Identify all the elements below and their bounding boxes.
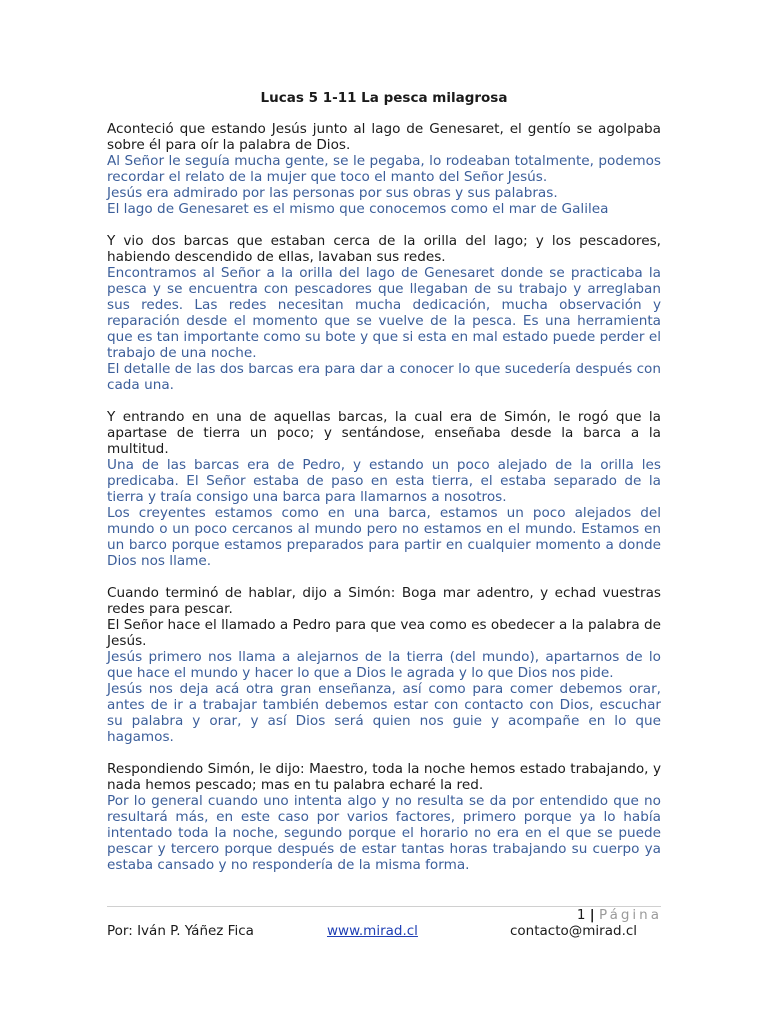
verse-text: Aconteció que estando Jesús junto al lago de Genesaret, el gentío se agolpaba sobre él para oír la palabra de Dios. bbox=[107, 121, 661, 153]
page-number: 1 bbox=[576, 907, 586, 923]
comment-text: Jesús nos deja acá otra gran enseñanza, así como para comer debemos orar, antes de ir a trabajar también debemos estar con contacto con Dios, escuchar su palabra y orar, y así Dios será quien nos guie y acompañe en lo que hagamos. bbox=[107, 681, 661, 745]
section-1 bbox=[107, 121, 661, 217]
section-2 bbox=[107, 233, 661, 393]
verse-text: Cuando terminó de hablar, dijo a Simón: Boga mar adentro, y echad vuestras redes para pescar. bbox=[107, 585, 661, 617]
comment-text: Jesús era admirado por las personas por sus obras y sus palabras. bbox=[107, 185, 558, 201]
comment-text: El detalle de las dos barcas era para dar a conocer lo que sucedería después con cada una. bbox=[107, 361, 661, 393]
document-title: Lucas 5 1-11 La pesca milagrosa bbox=[260, 90, 508, 106]
comment-text: Una de las barcas era de Pedro, y estando un poco alejado de la orilla les predicaba. El Señor estaba de paso en esta tierra, el estaba separado de la tierra y traía consigo una barca para llamarnos a nosotros. bbox=[107, 457, 661, 505]
comment-text: Encontramos al Señor a la orilla del lago de Genesaret donde se practicaba la pesca y se encuentra con pescadores que llegaban de su trabajo y arreglaban sus redes. Las redes necesitan mucha dedicación, mucha observación y reparación desde el momento que se vuelve de la pesca. Es una herramienta que es tan importante como su bote y que si esta en mal estado puede perder el trabajo de una noche. bbox=[107, 265, 661, 361]
section-3 bbox=[107, 409, 661, 569]
page-word: Página bbox=[599, 907, 662, 923]
comment-text: El lago de Genesaret es el mismo que conocemos como el mar de Galilea bbox=[107, 201, 609, 217]
document-body bbox=[107, 121, 661, 889]
verse-text: Y vio dos barcas que estaban cerca de la orilla del lago; y los pescadores, habiendo descendido de ellas, lavaban sus redes. bbox=[107, 233, 661, 265]
website-link[interactable]: www.mirad.cl bbox=[327, 923, 418, 939]
verse-text: Respondiendo Simón, le dijo: Maestro, toda la noche hemos estado trabajando, y nada hemos pescado; mas en tu palabra echaré la red. bbox=[107, 761, 661, 793]
comment-text: Jesús primero nos llama a alejarnos de la tierra (del mundo), apartarnos de lo que hace el mundo y hacer lo que a Dios le agrada y lo que Dios nos pide. bbox=[107, 649, 661, 681]
verse-text: Y entrando en una de aquellas barcas, la cual era de Simón, le rogó que la apartase de tierra un poco; y sentándose, enseñaba desde la barca a la multitud. bbox=[107, 409, 661, 457]
section-5 bbox=[107, 761, 661, 873]
verse-text: El Señor hace el llamado a Pedro para que vea como es obedecer a la palabra de Jesús. bbox=[107, 617, 661, 649]
author-text: Por: Iván P. Yáñez Fica bbox=[107, 923, 254, 939]
comment-text: Al Señor le seguía mucha gente, se le pegaba, lo rodeaban totalmente, podemos recordar el relato de la mujer que toco el manto del Señor Jesús. bbox=[107, 153, 661, 185]
section-4 bbox=[107, 585, 661, 745]
email-text: contacto@mirad.cl bbox=[510, 923, 638, 939]
comment-text: Por lo general cuando uno intenta algo y no resulta se da por entendido que no resultará más, en este caso por varios factores, primero porque ya lo había intentado toda la noche, segundo porque el horario no era en el que se puede pescar y tercero porque después de estar tantas horas trabajando su cuerpo ya estaba cansado y no respondería de la misma forma. bbox=[107, 793, 661, 873]
page-number-label bbox=[577, 907, 662, 923]
comment-text: Los creyentes estamos como en una barca, estamos un poco alejados del mundo o un poco cercanos al mundo pero no estamos en el mundo. Estamos en un barco porque estamos preparados para partir en cualquier momento a donde Dios nos llame. bbox=[107, 505, 661, 569]
page-separator: | bbox=[589, 907, 595, 923]
